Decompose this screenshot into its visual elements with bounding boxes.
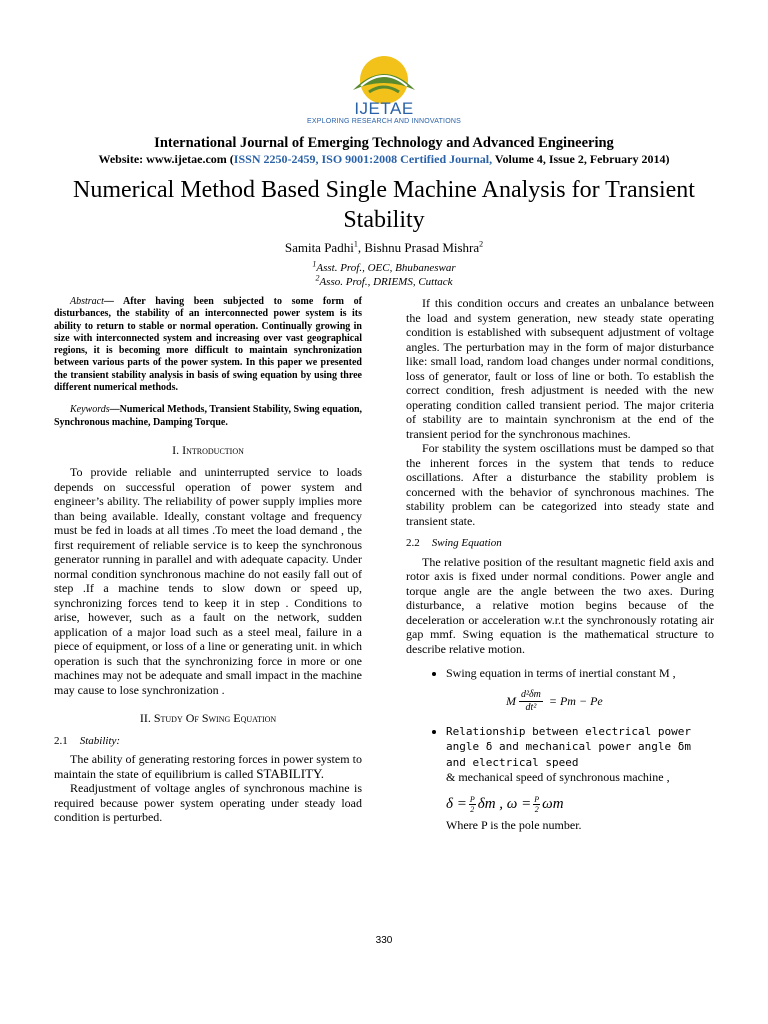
right-paragraph-1: If this condition occurs and creates an unbalance between the load and system generation, new steady state operating condition is established with subsequent adjustment of voltage angles. The perturbation may in the form of major disturbance like: small load, random load changes under normal conditions, loss of generator, fault or loss of line or both. To establish the correct condition, fresh adjustment is needed with the new operating condition called transient period. The major criteria of stability are to maintain synchronism at the end of the transient period for the synchronous machines. <box>406 296 714 441</box>
section-heading-swing: II. Study Of Swing Equation <box>139 711 277 726</box>
authors: Samita Padhi$^1$, Bishnu Prasad Mishra$^2$ <box>284 239 484 255</box>
equation-relationship: δ = $\frac{P}{2}$ δm , ω = $\frac{P}{2}$ ωm <box>446 794 564 814</box>
right-paragraph-2: For stability the system oscillations must be damped so that the inherent forces in the system that tends to reduce oscillations. After a disturbance the stability problem is concerned with the behavior of synchronous machines. The stability problem can be categorized into steady state and transient state. <box>406 441 714 528</box>
subsection-stability: 2.1 Stability: <box>54 734 121 747</box>
abstract: Abstract— After having been subjected to some form of disturbances, the stability of an interconnected power system is its ability to return to stable or normal operation. Continually growing in size with interconnected system and increasing over vast geographical regions, it is becoming more difficult to maintain synchronization between various parts of the power system. In this paper we presented the transient stability analysis in basis of swing equation by using three different numerical methods. <box>54 296 362 394</box>
author-2: Bishnu Prasad Mishra <box>364 240 480 255</box>
page-number: 330 <box>375 935 393 946</box>
bullet-list-1 <box>406 666 714 681</box>
intro-paragraph: To provide reliable and uninterrupted service to loads depends on successful operation of power system and engineer’s ability. The reliability of power supply implies more than being available. Ideally, constant voltage and frequency must be fed in loads at all times .To meet the load demand , the first requirement of reliable service is to keep the synchronous generator running in parallel and with adequate capacity. Under normal condition synchronous machine do not easily fall out of step .If a machine tends to slow down or speed up, synchronizing forces tend to keep it in step . Conditions to arise, however, such as a fault on the network, sudden application of a major load such as a steel meal, failure in a piece of equipment, or loss of a line or generating unit. in which operation is such that the synchronizing force in more or one machines may not be adequate and small impact in the machine may cause to lose synchronization . <box>54 465 362 697</box>
pole-number-note: Where P is the pole number. <box>446 817 582 832</box>
left-column <box>54 296 362 825</box>
author-1: Samita Padhi <box>284 240 354 255</box>
affiliation-2: $^2$Asso. Prof., DRIEMS, Cuttack <box>315 273 453 288</box>
logo-tagline: EXPLORING RESEARCH AND INNOVATIONS <box>307 118 461 125</box>
stability-paragraph-2: Readjustment of voltage angles of synchronous machine is required because power system operating under steady load condition is perturbed. <box>54 781 362 825</box>
keywords: Keywords—Numerical Methods, Transient Stability, Swing equation, Synchronous machine, Damping Torque. <box>54 404 362 428</box>
bullet-list-2 <box>406 724 714 785</box>
logo-text: IJETAE <box>354 99 414 118</box>
website-prefix: Website: www.ijetae.com ( <box>98 152 234 166</box>
bullet-swing-inertial: • Swing equation in terms of inertial constant M , <box>446 666 714 681</box>
affiliation-1: $^1$Asst. Prof., OEC, Bhubaneswar <box>312 259 456 274</box>
issn-text: ISSN 2250-2459, ISO 9001:2008 Certified Journal, <box>233 152 493 166</box>
section-heading-introduction: I. Introduction <box>172 442 244 457</box>
subsection-swing-equation: 2.2 Swing Equation <box>406 537 502 549</box>
journal-name: International Journal of Emerging Technology and Advanced Engineering <box>154 135 614 151</box>
equation-swing: M $\frac{\text{d²δm}}{\text{dt²}}$ = Pm − Pe <box>506 688 603 713</box>
website-line <box>0 152 768 167</box>
paper-title: Numerical Method Based Single Machine Analysis for Transient Stability <box>73 177 695 233</box>
right-column <box>406 296 714 832</box>
right-paragraph-3: The relative position of the resultant magnetic field axis and rotor axis is fixed under normal conditions. Power angle and torque angle are the angle between the two axes. During disturbance, a relative motion begins because of the deceleration or acceleration w.r.t the synchronously rotating air gap mmf. Swing equation is the mathematical structure to describe relative motion. <box>406 554 714 656</box>
bullet-relationship: • Relationship between electrical power angle δ and mechanical power angle δm and electrical speed & mechanical speed of synchronous machine , <box>446 724 714 785</box>
volume-text: Volume 4, Issue 2, February 2014) <box>492 152 670 166</box>
stability-paragraph-1: The ability of generating restoring forces in power system to maintain the state of equilibrium is called STABILITY. <box>54 752 362 781</box>
